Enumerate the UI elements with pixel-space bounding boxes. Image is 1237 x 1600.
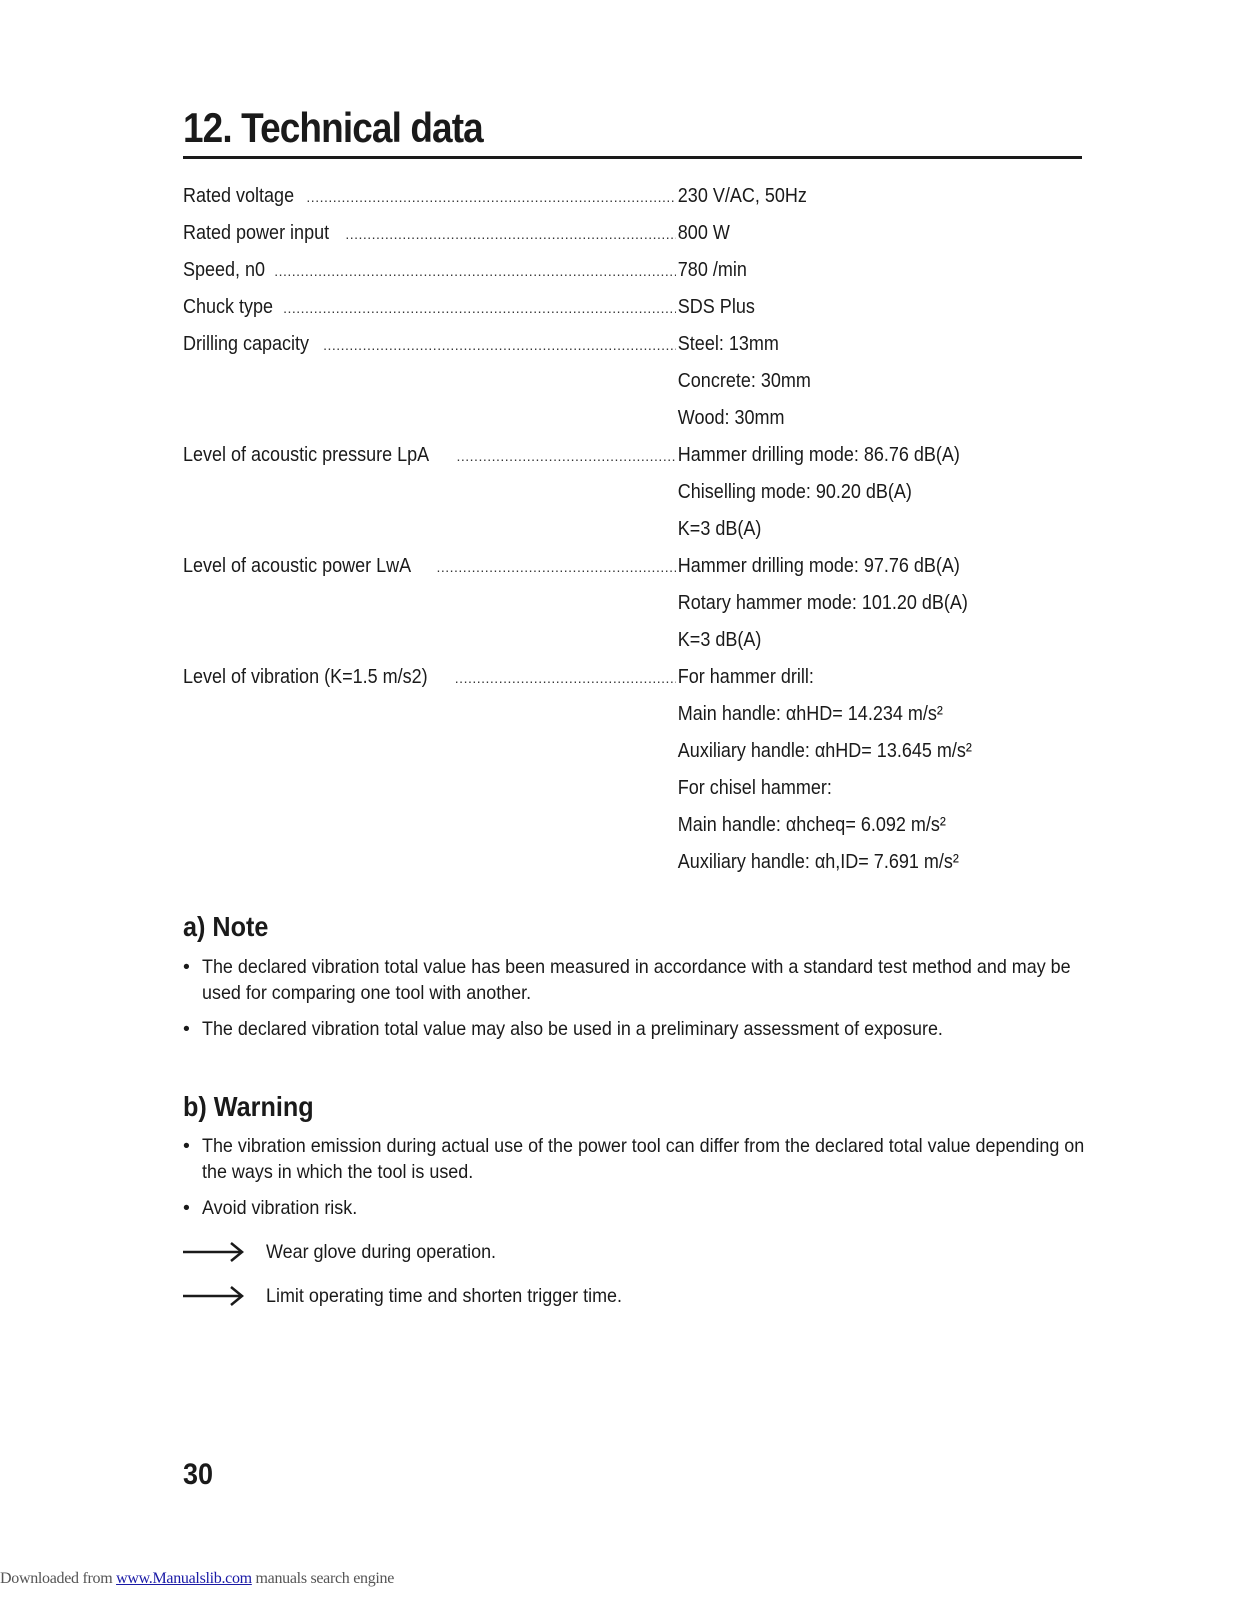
list-item (183, 954, 1083, 1006)
spec-label: Chuck type (183, 296, 274, 318)
bullet-icon: • (183, 1197, 190, 1219)
dot-leader (283, 300, 676, 316)
spec-row (183, 770, 1083, 807)
spec-value: K=3 dB(A) (677, 629, 762, 651)
spec-label-cell (183, 222, 676, 245)
spec-row (183, 511, 1083, 548)
title-divider (183, 156, 1082, 159)
spec-value: Auxiliary handle: αhHD= 13.645 m/s² (677, 740, 972, 762)
spec-label-cell (183, 666, 676, 689)
spec-row (183, 696, 1083, 733)
spec-label-cell (183, 296, 676, 319)
spec-label: Drilling capacity (183, 333, 310, 355)
dot-leader (457, 448, 677, 464)
spec-value: Wood: 30mm (677, 407, 785, 429)
spec-label: Speed, n0 (183, 259, 266, 281)
bullet-icon: • (183, 956, 190, 978)
dot-leader (455, 670, 676, 686)
technical-data-table (183, 178, 1083, 881)
spec-row (183, 548, 1083, 585)
dot-leader (323, 337, 676, 353)
spec-row (183, 844, 1083, 881)
spec-value: Auxiliary handle: αh,ID= 7.691 m/s² (677, 851, 959, 873)
spec-value: Main handle: αhcheq= 6.092 m/s² (677, 814, 946, 836)
list-item-text: The declared vibration total value has been measured in accordance with a standard test method and may be used for comparing one tool with another. (202, 956, 1071, 1004)
list-item (183, 1016, 1083, 1042)
spec-label: Level of acoustic pressure LpA (183, 444, 430, 466)
spec-value: Steel: 13mm (677, 333, 779, 355)
spec-value: Hammer drilling mode: 86.76 dB(A) (677, 444, 960, 466)
dot-leader (274, 263, 676, 279)
spec-row (183, 400, 1083, 437)
bullet-icon: • (183, 1135, 190, 1157)
arrow-item-text: Limit operating time and shorten trigger time. (266, 1284, 622, 1307)
list-item-text: The declared vibration total value may also be used in a preliminary assessment of exposure. (202, 1018, 943, 1040)
bullet-icon: • (183, 1018, 190, 1040)
spec-row (183, 252, 1083, 289)
warning-list (183, 1133, 1083, 1231)
spec-value: Concrete: 30mm (677, 370, 811, 392)
spec-label: Rated voltage (183, 185, 295, 207)
spec-label-cell (183, 259, 676, 282)
spec-value: For chisel hammer: (677, 777, 832, 799)
spec-row (183, 326, 1083, 363)
dot-leader (306, 189, 676, 205)
spec-label-cell (183, 444, 676, 467)
spec-row (183, 733, 1083, 770)
list-item (183, 1133, 1083, 1185)
footer (0, 1570, 394, 1588)
spec-value: Main handle: αhHD= 14.234 m/s² (677, 703, 943, 725)
spec-label: Rated power input (183, 222, 330, 244)
arrow-item-time (183, 1281, 653, 1311)
spec-label: Level of acoustic power LwA (183, 555, 412, 577)
arrow-right-icon (183, 1284, 245, 1308)
spec-value: Chiselling mode: 90.20 dB(A) (677, 481, 912, 503)
spec-label-cell (183, 333, 676, 356)
spec-row (183, 178, 1083, 215)
list-item-text: The vibration emission during actual use of the power tool can differ from the declared total value depending on the ways in which the tool is used. (202, 1135, 1085, 1183)
spec-value: 780 /min (677, 259, 747, 281)
list-item (183, 1195, 1083, 1221)
spec-value: Rotary hammer mode: 101.20 dB(A) (677, 592, 968, 614)
list-item-text: Avoid vibration risk. (202, 1197, 358, 1219)
spec-value: For hammer drill: (677, 666, 814, 688)
arrow-right-icon (183, 1240, 245, 1264)
spec-value: Hammer drilling mode: 97.76 dB(A) (677, 555, 960, 577)
spec-label-cell (183, 555, 676, 578)
spec-value: 230 V/AC, 50Hz (677, 185, 807, 207)
spec-row (183, 807, 1083, 844)
spec-value: K=3 dB(A) (677, 518, 762, 540)
page-number: 30 (183, 1458, 214, 1491)
spec-row (183, 622, 1083, 659)
note-heading: a) Note (183, 911, 269, 942)
spec-row (183, 289, 1083, 326)
spec-row (183, 437, 1083, 474)
spec-row (183, 659, 1083, 696)
footer-prefix: Downloaded from (0, 1570, 117, 1587)
dot-leader (345, 226, 676, 242)
arrow-item-glove (183, 1237, 516, 1267)
spec-row (183, 215, 1083, 252)
spec-row (183, 585, 1083, 622)
spec-label: Level of vibration (K=1.5 m/s2) (183, 666, 428, 688)
note-list (183, 954, 1083, 1052)
arrow-item-text: Wear glove during operation. (266, 1240, 497, 1263)
spec-row (183, 363, 1083, 400)
page-title: 12. Technical data (183, 104, 483, 151)
warning-heading: b) Warning (183, 1091, 314, 1122)
dot-leader (436, 559, 676, 575)
spec-value: 800 W (677, 222, 730, 244)
footer-suffix: manuals search engine (251, 1570, 395, 1587)
footer-link[interactable]: www.Manualslib.com (116, 1570, 252, 1587)
spec-row (183, 474, 1083, 511)
spec-value: SDS Plus (677, 296, 755, 318)
spec-label-cell (183, 185, 676, 208)
